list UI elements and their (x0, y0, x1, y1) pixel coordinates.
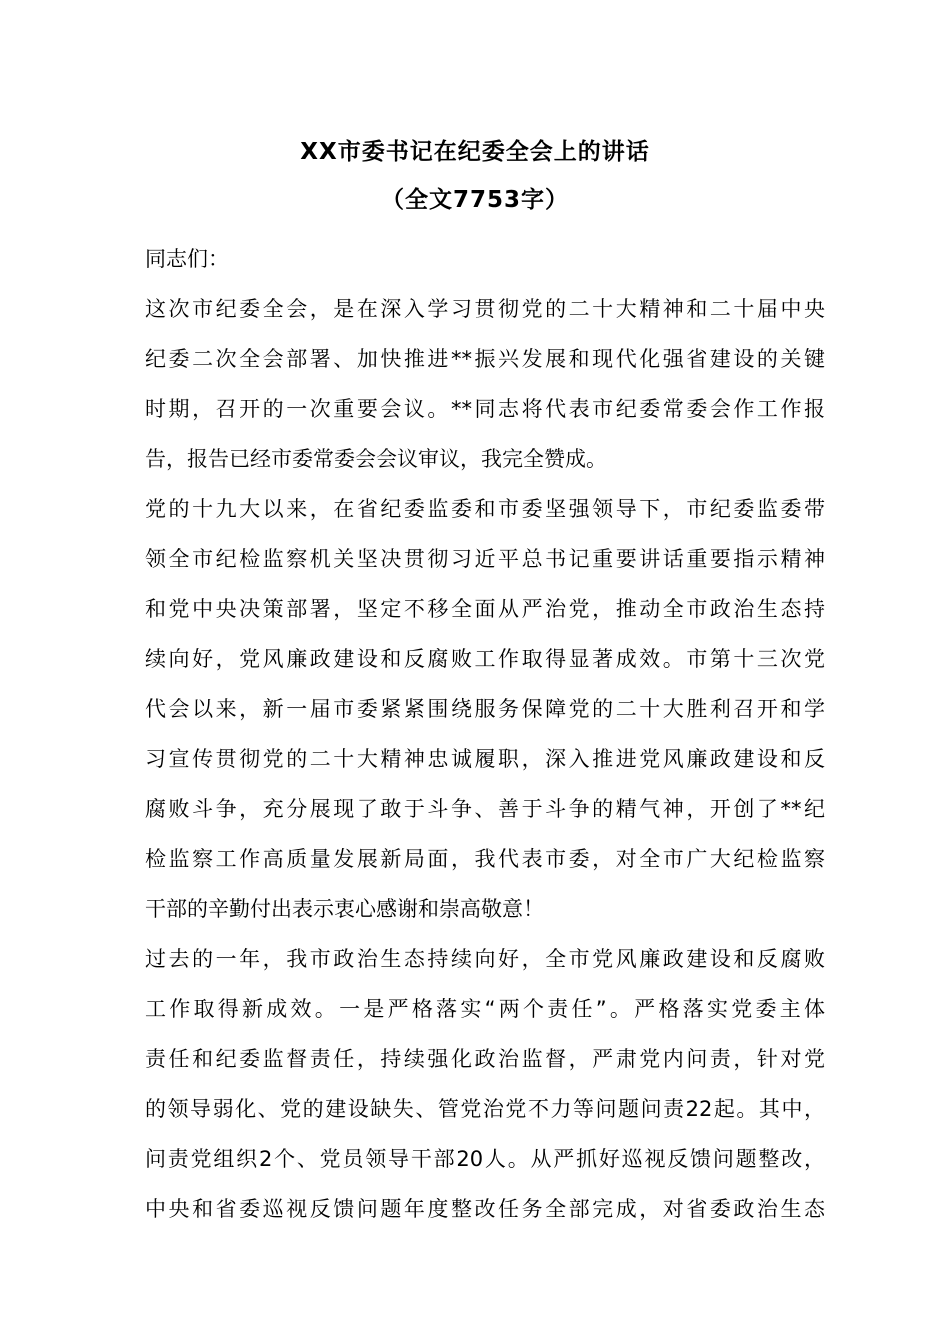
paragraph-2-line: 干部的辛勤付出表示衷心感谢和崇高敬意！ (145, 897, 544, 921)
document-subtitle: （全文7753字） (380, 187, 569, 213)
paragraph-1-line: 纪委二次全会部署、加快推进**振兴发展和现代化强省建设的关键 (145, 347, 825, 371)
salutation: 同志们： (145, 247, 229, 271)
paragraph-2-line: 习宣传贯彻党的二十大精神忠诚履职，深入推进党风廉政建设和反 (145, 747, 825, 771)
paragraph-2-line: 腐败斗争，充分展现了敢于斗争、善于斗争的精气神，开创了**纪 (145, 797, 825, 821)
paragraph-3-line: 中央和省委巡视反馈问题年度整改任务全部完成，对省委政治生态 (145, 1197, 825, 1221)
paragraph-3-line: 的领导弱化、党的建设缺失、管党治党不力等问题问责22起。其中， (145, 1097, 825, 1121)
document-body (145, 234, 825, 1234)
paragraph-1-line: 时期，召开的一次重要会议。**同志将代表市纪委常委会作工作报 (145, 397, 825, 421)
document-title: XX市委书记在纪委全会上的讲话 (300, 139, 650, 165)
paragraph-3-line: 责任和纪委监督责任，持续强化政治监督，严肃党内问责，针对党 (145, 1047, 825, 1071)
paragraph-2-line: 党的十九大以来，在省纪委监委和市委坚强领导下，市纪委监委带 (145, 497, 825, 521)
paragraph-1-line: 这次市纪委全会，是在深入学习贯彻党的二十大精神和二十届中央 (145, 297, 825, 321)
paragraph-2-line: 和党中央决策部署，坚定不移全面从严治党，推动全市政治生态持 (145, 597, 825, 621)
paragraph-2-line: 领全市纪检监察机关坚决贯彻习近平总书记重要讲话重要指示精神 (145, 547, 825, 571)
paragraph-3-line: 工作取得新成效。一是严格落实“两个责任”。严格落实党委主体 (145, 997, 825, 1021)
paragraph-1-line: 告，报告已经市委常委会会议审议，我完全赞成。 (145, 447, 607, 471)
paragraph-2-line: 检监察工作高质量发展新局面，我代表市委，对全市广大纪检监察 (145, 847, 825, 871)
paragraph-3-line: 问责党组织2个、党员领导干部20人。从严抓好巡视反馈问题整改， (145, 1147, 825, 1171)
paragraph-3-line: 过去的一年，我市政治生态持续向好，全市党风廉政建设和反腐败 (145, 947, 825, 971)
paragraph-2-line: 代会以来，新一届市委紧紧围绕服务保障党的二十大胜利召开和学 (145, 697, 825, 721)
paragraph-2-line: 续向好，党风廉政建设和反腐败工作取得显著成效。市第十三次党 (145, 647, 825, 671)
